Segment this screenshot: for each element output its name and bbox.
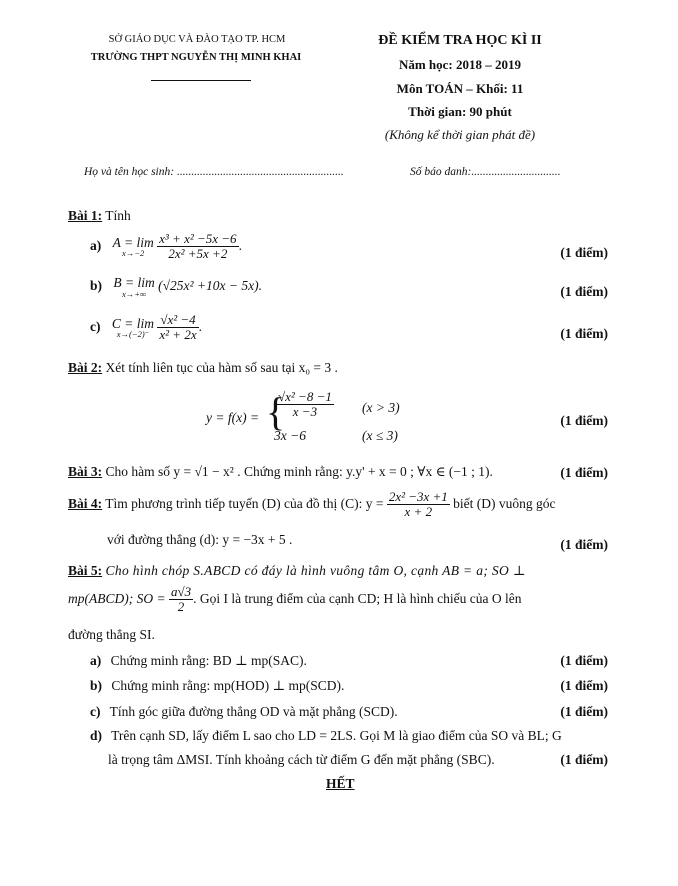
bai1-a-fraction (157, 232, 238, 262)
bai1-c: c) C = lim x→(−2)⁻ $\frac{\text{√x² −4}}{\text{x² + 2x}}$ . (90, 312, 202, 343)
bai1-c-limit: C = lim x→(−2)⁻ (111, 315, 154, 340)
bai2-case1-numerator: √x² −8 −1 (278, 389, 332, 404)
student-id-field: Số báo danh:............................... (410, 166, 561, 178)
bai5-d-points: (1 điểm) (560, 752, 608, 767)
bai1-a-limit: A = lim x→−2 (112, 234, 154, 259)
bai5-text2b: . Gọi I là trung điểm của cạnh CD; H là hình chiếu của O lên (193, 590, 522, 606)
bai2-case1-fraction (276, 390, 334, 420)
bai4-title: Bài 4: (68, 495, 103, 511)
student-name-field: Họ và tên học sinh: .......................................................... (84, 166, 344, 178)
bai2-function-lhs: y = f(x) = (206, 410, 260, 425)
bai3-title: Bài 3: (68, 464, 103, 479)
bai2-case1 (276, 390, 334, 420)
bai1-c-denominator: x² + 2x (159, 327, 197, 343)
bai1-title: Bài 1: (68, 208, 103, 223)
bai2-brace: { (266, 389, 286, 434)
bai1-b-limit: B = lim x→+∞ (113, 275, 155, 299)
bai5-fraction (169, 585, 193, 615)
bai1-c-fraction (157, 313, 198, 343)
bai1-b-points: (1 điểm) (560, 284, 608, 299)
bai4-denominator: x + 2 (404, 504, 433, 520)
exam-subject: Môn TOÁN – Khối: 11 (396, 81, 524, 96)
bai4-text2: biết (D) vuông góc (453, 495, 556, 511)
bai5-a (90, 653, 307, 669)
bai5-line2 (68, 585, 522, 615)
bai5-c-text: Tính góc giữa đường thẳng OD và mặt phẳng (SCD). (109, 704, 398, 719)
bai5-b (90, 678, 344, 694)
bai2-case2-condition: (x ≤ 3) (362, 428, 398, 443)
bai2-case1-condition: (x > 3) (362, 400, 400, 415)
header-dept: SỞ GIÁO DỤC VÀ ĐÀO TẠO TP. HCM (108, 34, 286, 45)
bai1-heading (68, 208, 131, 224)
bai5-line1 (68, 563, 526, 579)
bai5-a-label: a) (90, 653, 102, 668)
bai5-numerator: a√3 (170, 584, 192, 599)
bai1-intro: Tính (105, 208, 131, 223)
bai3-points: (1 điểm) (560, 465, 608, 480)
bai3-text: Cho hàm số y = √1 − x² . Chứng minh rằng: y.y' + x = 0 ; ∀x ∈ (−1 ; 1). (105, 464, 493, 479)
bai5-denominator: 2 (177, 599, 185, 615)
bai4-line2: với đường thẳng (d): y = −3x + 5 . (107, 532, 293, 547)
bai2-text: Xét tính liên tục của hàm số sau tại x₀ = 3 . (105, 360, 338, 375)
bai2-case1-denominator: x −3 (292, 404, 318, 420)
bai4-line1 (68, 490, 556, 520)
bai1-a-numerator: x³ + x² −5x −6 (159, 231, 237, 246)
bai1-c-label: c) (90, 318, 101, 334)
bai5-b-label: b) (90, 678, 103, 693)
bai5-text1: Cho hình chóp S.ABCD có đáy là hình vuông tâm O, cạnh AB = a; SO ⊥ (105, 563, 526, 578)
exam-title: ĐỀ KIỂM TRA HỌC KÌ II (378, 33, 542, 48)
bai4-text1: Tìm phương trình tiếp tuyến (D) của đồ thị (C): y = (105, 495, 384, 511)
bai1-c-numerator: √x² −4 (157, 313, 198, 328)
bai1-a-points: (1 điểm) (560, 245, 608, 260)
bai5-d-line2: là trọng tâm ΔMSI. Tính khoảng cách từ điểm G đến mặt phẳng (SBC). (108, 752, 495, 767)
bai5-d-text1: Trên cạnh SD, lấy điểm L sao cho LD = 2LS. Gọi M là giao điểm của SO và BL; G (111, 728, 562, 743)
exam-note: (Không kể thời gian phát đề) (384, 127, 536, 142)
bai4-fraction (387, 490, 450, 520)
bai1-b-expression: (√25x² +10x − 5x). (158, 278, 263, 294)
bai5-b-text: Chứng minh rằng: mp(HOD) ⊥ mp(SCD). (111, 678, 345, 693)
bai5-text2a: mp(ABCD); SO = (68, 590, 166, 606)
bai5-d (90, 728, 562, 744)
bai5-c-label: c) (90, 704, 101, 719)
bai5-c (90, 704, 398, 720)
bai1-a: a) A = lim x→−2 $\frac{\text{x³ + x² −5x −6}}{\text{2x² +5x +2}}$ . (90, 231, 242, 262)
end-marker: HẾT (326, 776, 355, 791)
bai2-points: (1 điểm) (560, 413, 608, 428)
bai5-c-points: (1 điểm) (560, 704, 608, 719)
bai1-c-points: (1 điểm) (560, 326, 608, 341)
bai4-numerator: 2x² −3x +1 (388, 489, 448, 504)
bai3-line (68, 464, 493, 480)
header-divider (151, 80, 251, 81)
bai5-a-text: Chứng minh rằng: BD ⊥ mp(SAC). (110, 653, 307, 668)
bai2-case2-expr: 3x −6 (274, 428, 306, 443)
bai1-b (90, 276, 262, 298)
header-school: TRƯỜNG THPT NGUYỄN THỊ MINH KHAI (90, 52, 302, 63)
exam-time: Thời gian: 90 phút (408, 104, 512, 119)
bai5-a-points: (1 điểm) (560, 653, 608, 668)
bai1-a-denominator: 2x² +5x +2 (168, 246, 228, 262)
bai2-title: Bài 2: (68, 360, 103, 375)
bai1-b-label: b) (90, 278, 103, 294)
bai4-points: (1 điểm) (560, 537, 608, 552)
bai5-d-label: d) (90, 728, 103, 743)
bai5-title: Bài 5: (68, 563, 103, 578)
bai5-line3: đường thẳng SI. (68, 627, 155, 642)
bai1-a-label: a) (90, 237, 102, 253)
bai2-heading (68, 360, 338, 376)
bai5-b-points: (1 điểm) (560, 678, 608, 693)
exam-year: Năm học: 2018 – 2019 (398, 57, 522, 72)
